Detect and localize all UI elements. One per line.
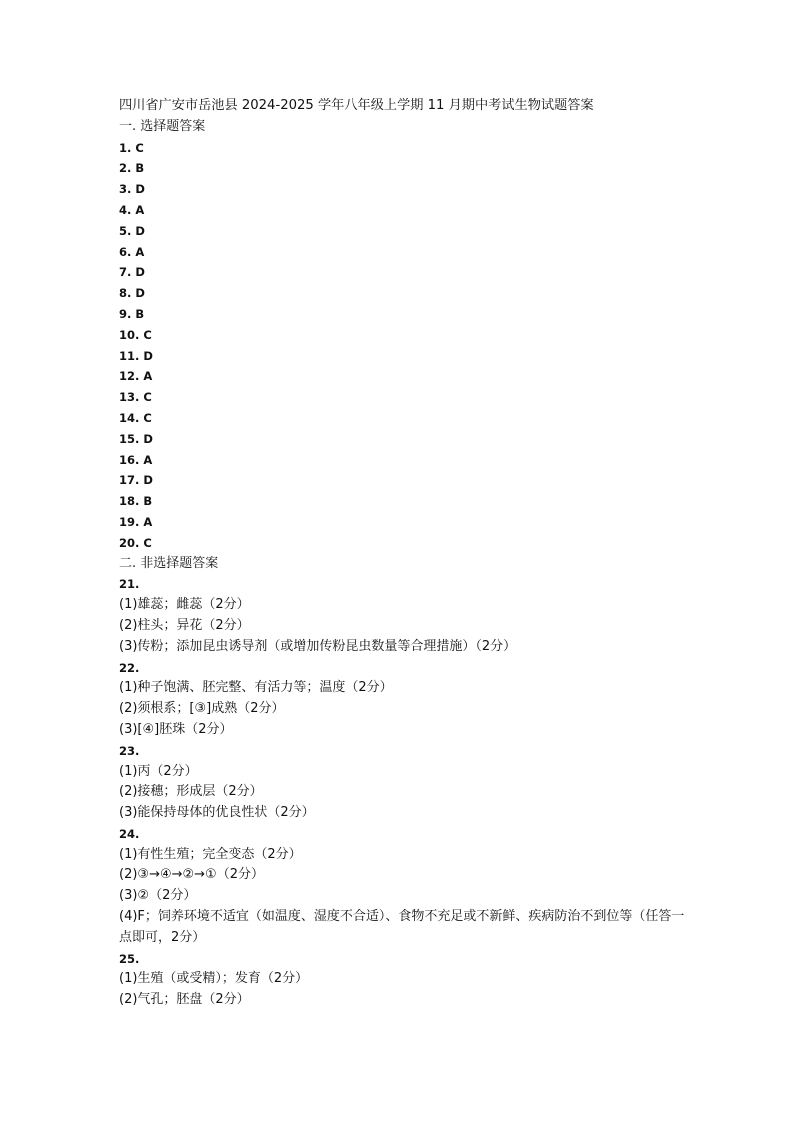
question-number: 25. <box>119 951 140 966</box>
choice-answer: 19. A <box>119 514 153 529</box>
choice-answer: 2. B <box>119 161 145 176</box>
choice-answer: 14. C <box>119 410 152 425</box>
question-number: 21. <box>119 577 140 592</box>
question-number: 24. <box>119 826 140 841</box>
question-25 <box>119 949 719 1011</box>
document-title: 四川省广安市岳池县 2024-2025 学年八年级上学期 11 月期中考试生物试题答案 <box>119 98 594 113</box>
answer-line: (1)丙（2分） <box>119 763 198 779</box>
answer-line: (1)有性生殖；完全变态（2分） <box>119 846 302 862</box>
answer-line: (3)②（2分） <box>119 888 197 904</box>
choice-answer: 20. C <box>119 535 152 550</box>
choice-answer: 13. C <box>119 390 152 405</box>
question-21 <box>119 574 719 657</box>
answer-line: (4)F；饲养环境不适宜（如温度、湿度不合适）、食物不充足或不新鲜、疾病防治不到位等（任答一点即可，2分） <box>119 909 685 945</box>
answer-line: (1)雄蕊；雌蕊（2分） <box>119 597 250 613</box>
answer-line: (3)[④]胚珠（2分） <box>119 721 233 737</box>
answer-line: (3)传粉；添加昆虫诱导剂（或增加传粉昆虫数量等合理措施）（2分） <box>119 638 517 654</box>
choice-answer-list <box>119 138 719 554</box>
choice-answer: 15. D <box>119 431 153 446</box>
answer-line: (3)能保持母体的优良性状（2分） <box>119 805 315 821</box>
answer-line: (2)气孔；胚盘（2分） <box>119 992 250 1008</box>
question-23 <box>119 741 719 824</box>
question-22 <box>119 658 719 741</box>
choice-answer: 18. B <box>119 494 153 509</box>
answer-line: (2)接穗；形成层（2分） <box>119 784 263 800</box>
answer-line: (2)柱头；异花（2分） <box>119 617 250 633</box>
answer-line: (2)须根系；[③]成熟（2分） <box>119 701 285 717</box>
question-24 <box>119 824 719 949</box>
choice-answer: 10. C <box>119 327 152 342</box>
question-number: 22. <box>119 660 140 675</box>
choice-answer: 11. D <box>119 348 153 363</box>
choice-answer: 16. A <box>119 452 153 467</box>
choice-answer: 1. C <box>119 140 144 155</box>
section-heading-choice: 一. 选择题答案 <box>119 118 206 134</box>
choice-answer: 12. A <box>119 369 153 384</box>
answer-document <box>119 96 719 1011</box>
choice-answer: 7. D <box>119 265 145 280</box>
answer-line: (2)③→④→②→①（2分） <box>119 867 264 883</box>
choice-answer: 6. A <box>119 244 145 259</box>
question-number: 23. <box>119 743 140 758</box>
answer-line: (1)生殖（或受精）；发育（2分） <box>119 971 309 987</box>
choice-answer: 5. D <box>119 223 145 238</box>
answer-line: (1)种子饱满、胚完整、有活力等；温度（2分） <box>119 680 393 696</box>
choice-answer: 3. D <box>119 182 145 197</box>
choice-answer: 4. A <box>119 202 145 217</box>
choice-answer: 17. D <box>119 473 153 488</box>
choice-answer: 8. D <box>119 286 145 301</box>
section-heading-nonchoice: 二. 非选择题答案 <box>119 555 219 571</box>
choice-answer: 9. B <box>119 306 145 321</box>
